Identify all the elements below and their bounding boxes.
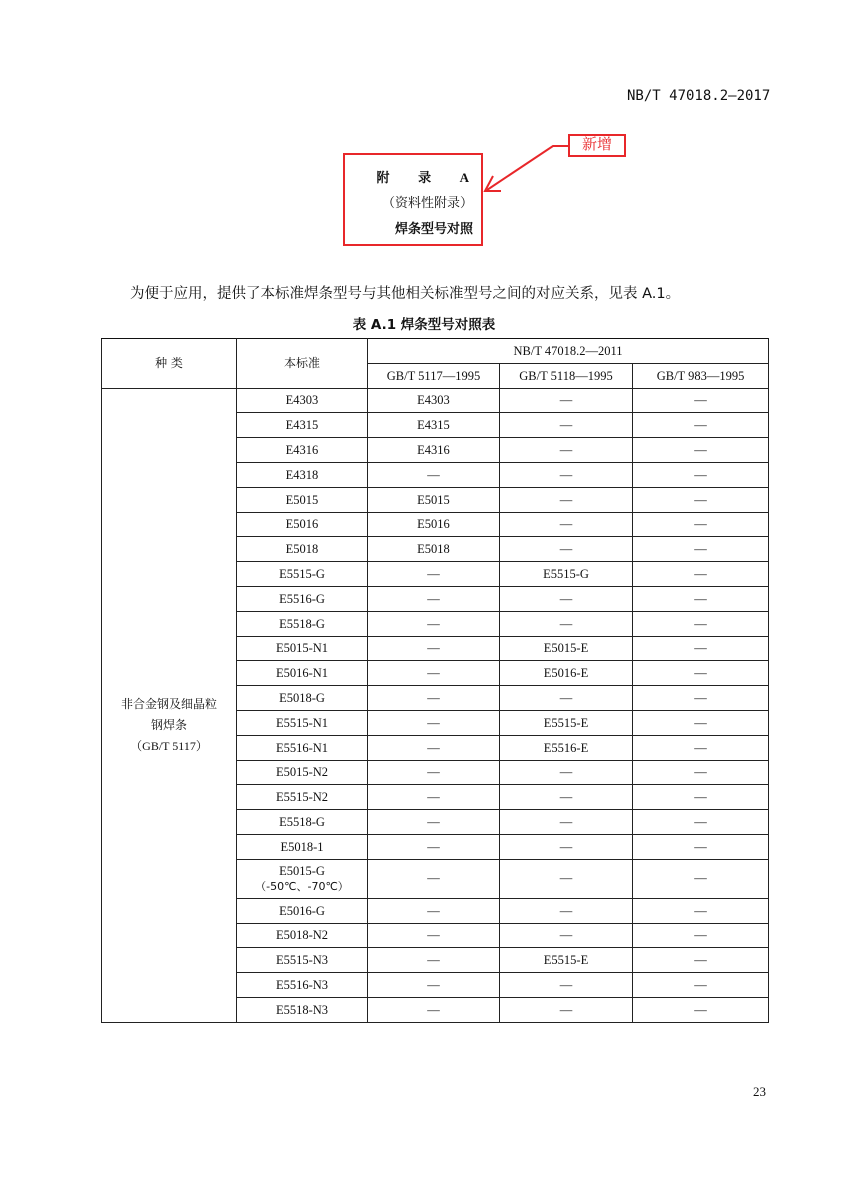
gbt5118-cell: — xyxy=(500,923,633,948)
this-standard-cell: E4315 xyxy=(237,413,368,438)
gbt5117-cell: — xyxy=(368,636,500,661)
gbt5118-cell: — xyxy=(500,462,633,487)
gbt983-cell: — xyxy=(633,611,769,636)
gbt5117-cell: E4316 xyxy=(368,438,500,463)
header-category: 种 类 xyxy=(102,339,237,389)
appendix-title xyxy=(377,167,469,186)
gbt983-cell: — xyxy=(633,859,769,898)
electrode-comparison-table xyxy=(101,338,769,1023)
gbt5118-cell: — xyxy=(500,859,633,898)
this-standard-cell: E5015 xyxy=(237,487,368,512)
gbt5117-cell: — xyxy=(368,810,500,835)
gbt983-cell: — xyxy=(633,487,769,512)
appendix-type: （资料性附录） xyxy=(381,196,473,211)
gbt983-cell: — xyxy=(633,785,769,810)
gbt983-cell: — xyxy=(633,537,769,562)
gbt5117-cell: — xyxy=(368,735,500,760)
gbt983-cell: — xyxy=(633,661,769,686)
gbt983-cell: — xyxy=(633,923,769,948)
appendix-name: 焊条型号对照 xyxy=(394,222,473,237)
category-line3: （GB/T 5117） xyxy=(130,738,208,753)
gbt5118-cell: — xyxy=(500,760,633,785)
header-this-standard: 本标准 xyxy=(237,339,368,389)
this-standard-cell: E5515-G xyxy=(237,562,368,587)
gbt5117-cell: — xyxy=(368,834,500,859)
this-standard-cell: E5518-G xyxy=(237,611,368,636)
gbt5117-cell: — xyxy=(368,948,500,973)
intro-paragraph: 为便于应用，提供了本标准焊条型号与其他相关标准型号之间的对应关系，见表 A.1。 xyxy=(130,286,681,302)
gbt5118-cell: E5015-E xyxy=(500,636,633,661)
header-gbt983: GB/T 983—1995 xyxy=(633,363,769,388)
gbt5118-cell: — xyxy=(500,586,633,611)
gbt5118-cell: — xyxy=(500,487,633,512)
gbt5118-cell: — xyxy=(500,388,633,413)
gbt5117-cell: — xyxy=(368,997,500,1022)
category-line2: 钢焊条 xyxy=(150,717,187,732)
gbt5118-cell: E5016-E xyxy=(500,661,633,686)
this-standard-cell: E5516-N1 xyxy=(237,735,368,760)
gbt5117-cell: — xyxy=(368,686,500,711)
gbt983-cell: — xyxy=(633,562,769,587)
gbt983-cell: — xyxy=(633,636,769,661)
gbt983-cell: — xyxy=(633,997,769,1022)
gbt5118-cell: E5516-E xyxy=(500,735,633,760)
category-line1: 非合金钢及细晶粒 xyxy=(120,696,217,711)
this-standard-cell: E5016 xyxy=(237,512,368,537)
gbt5117-cell: — xyxy=(368,661,500,686)
this-standard-cell: E5518-N3 xyxy=(237,997,368,1022)
gbt983-cell: — xyxy=(633,735,769,760)
gbt5118-cell: — xyxy=(500,834,633,859)
gbt5117-cell: — xyxy=(368,923,500,948)
table-caption: 表 A.1 焊条型号对照表 xyxy=(352,317,496,333)
gbt5117-cell: — xyxy=(368,586,500,611)
gbt5117-cell: — xyxy=(368,562,500,587)
gbt5117-cell: E5016 xyxy=(368,512,500,537)
this-standard-cell: E5518-G xyxy=(237,810,368,835)
header-gbt5118: GB/T 5118—1995 xyxy=(500,363,633,388)
this-standard-cell: E5516-N3 xyxy=(237,973,368,998)
this-standard-cell: E4318 xyxy=(237,462,368,487)
this-standard-cell: E5018-1 xyxy=(237,834,368,859)
gbt983-cell: — xyxy=(633,760,769,785)
this-standard-cell: E5515-N3 xyxy=(237,948,368,973)
header-group: NB/T 47018.2—2011 xyxy=(368,339,769,364)
this-standard-cell: E5015-N1 xyxy=(237,636,368,661)
gbt5117-cell: — xyxy=(368,760,500,785)
gbt983-cell: — xyxy=(633,413,769,438)
gbt5117-cell: — xyxy=(368,898,500,923)
gbt5117-cell: — xyxy=(368,785,500,810)
gbt5118-cell: E5515-E xyxy=(500,710,633,735)
gbt5118-cell: — xyxy=(500,611,633,636)
this-standard-cell: E5016-G xyxy=(237,898,368,923)
this-standard-cell: E5018-G xyxy=(237,686,368,711)
gbt983-cell: — xyxy=(633,973,769,998)
document-number: NB/T 47018.2—2017 xyxy=(627,88,771,104)
gbt5118-cell: — xyxy=(500,997,633,1022)
gbt5118-cell: — xyxy=(500,973,633,998)
gbt983-cell: — xyxy=(633,462,769,487)
gbt5118-cell: — xyxy=(500,785,633,810)
gbt5118-cell: — xyxy=(500,686,633,711)
gbt5118-cell: — xyxy=(500,898,633,923)
gbt5118-cell: — xyxy=(500,512,633,537)
gbt983-cell: — xyxy=(633,388,769,413)
gbt5117-cell: E5015 xyxy=(368,487,500,512)
appendix-title-cn: 附 录 xyxy=(376,171,444,186)
gbt5118-cell: E5515-E xyxy=(500,948,633,973)
gbt983-cell: — xyxy=(633,898,769,923)
gbt983-cell: — xyxy=(633,438,769,463)
gbt983-cell: — xyxy=(633,810,769,835)
appendix-letter: A xyxy=(459,170,469,185)
gbt5118-cell: — xyxy=(500,810,633,835)
gbt5117-cell: — xyxy=(368,973,500,998)
this-standard-cell: E5018-N2 xyxy=(237,923,368,948)
gbt5118-cell: E5515-G xyxy=(500,562,633,587)
gbt5117-cell: E4303 xyxy=(368,388,500,413)
this-standard-cell: E4303 xyxy=(237,388,368,413)
gbt983-cell: — xyxy=(633,512,769,537)
gbt5117-cell: — xyxy=(368,462,500,487)
this-standard-cell: E5516-G xyxy=(237,586,368,611)
gbt5118-cell: — xyxy=(500,438,633,463)
new-annotation-label: 新增 xyxy=(568,134,626,157)
gbt5117-cell: E4315 xyxy=(368,413,500,438)
page-number: 23 xyxy=(753,1084,766,1099)
gbt5117-cell: — xyxy=(368,859,500,898)
category-cell xyxy=(102,388,237,1022)
gbt5118-cell: — xyxy=(500,413,633,438)
gbt983-cell: — xyxy=(633,686,769,711)
gbt5117-cell: — xyxy=(368,710,500,735)
gbt5117-cell: — xyxy=(368,611,500,636)
gbt983-cell: — xyxy=(633,586,769,611)
gbt983-cell: — xyxy=(633,948,769,973)
this-standard-cell: E5515-N1 xyxy=(237,710,368,735)
this-standard-cell: E5015-N2 xyxy=(237,760,368,785)
this-standard-cell: E4316 xyxy=(237,438,368,463)
model-temperature-note: （-50℃、-70℃） xyxy=(255,879,349,893)
appendix-heading-box xyxy=(343,153,483,246)
this-standard-cell: E5515-N2 xyxy=(237,785,368,810)
gbt5118-cell: — xyxy=(500,537,633,562)
this-standard-cell xyxy=(237,859,368,898)
header-gbt5117: GB/T 5117—1995 xyxy=(368,363,500,388)
this-standard-cell: E5018 xyxy=(237,537,368,562)
model-code: E5015-G xyxy=(279,863,325,878)
table-row xyxy=(102,388,769,413)
this-standard-cell: E5016-N1 xyxy=(237,661,368,686)
annotation-arrow-icon xyxy=(0,0,848,300)
gbt983-cell: — xyxy=(633,710,769,735)
gbt5117-cell: E5018 xyxy=(368,537,500,562)
gbt983-cell: — xyxy=(633,834,769,859)
